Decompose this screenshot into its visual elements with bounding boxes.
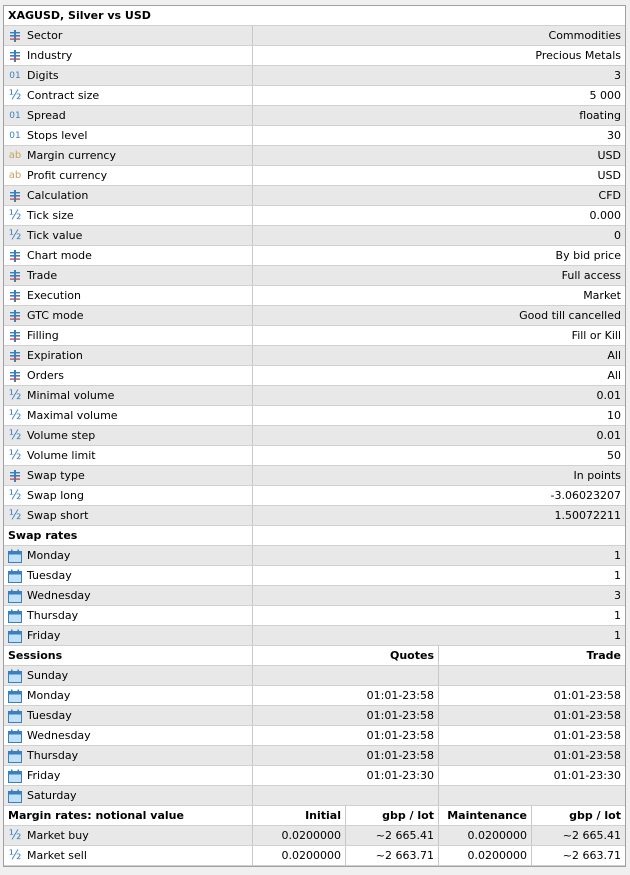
initial-rate: 0.0200000	[253, 846, 346, 865]
list-icon	[8, 49, 22, 63]
session-row[interactable]	[4, 726, 625, 746]
calendar-icon	[8, 629, 22, 643]
margin-header	[4, 806, 625, 826]
margin-type-label: Market sell	[27, 849, 87, 862]
maintenance-amount-column-header: gbp / lot	[569, 809, 621, 822]
session-row[interactable]	[4, 686, 625, 706]
session-day-label: Tuesday	[27, 709, 72, 722]
maintenance-amount: ~2 663.71	[562, 849, 621, 862]
property-label: Digits	[27, 69, 59, 82]
session-day	[4, 746, 253, 765]
quotes-session: 01:01-23:58	[253, 746, 439, 765]
integer-icon: 01	[9, 130, 21, 141]
margin-list	[4, 826, 625, 866]
properties-list	[4, 26, 625, 526]
margin-row[interactable]	[4, 846, 625, 866]
property-value: 1.50072211	[554, 509, 621, 522]
property-value: All	[607, 369, 621, 382]
calendar-icon	[8, 589, 22, 603]
session-day-label: Monday	[27, 689, 71, 702]
property-name	[4, 246, 253, 265]
sessions-header	[4, 646, 625, 666]
property-value: Good till cancelled	[519, 309, 621, 322]
swap-rate-row[interactable]	[4, 626, 625, 646]
calendar-icon	[8, 709, 22, 723]
property-row[interactable]	[4, 246, 625, 266]
property-name	[4, 466, 253, 485]
property-value: -3.06023207	[550, 489, 621, 502]
text-icon: ab	[8, 149, 22, 161]
session-day-label: Friday	[27, 769, 61, 782]
maintenance-column-header: Maintenance	[439, 806, 532, 825]
property-name	[4, 26, 253, 45]
symbol-specification-panel	[3, 5, 626, 867]
quotes-column-header: Quotes	[253, 646, 439, 665]
swap-day	[4, 586, 253, 605]
list-icon	[8, 269, 22, 283]
property-label: Margin currency	[27, 149, 116, 162]
property-value: USD	[597, 169, 621, 182]
list-icon	[8, 309, 22, 323]
property-value: 5 000	[589, 89, 621, 102]
property-value: 3	[614, 69, 621, 82]
property-row[interactable]	[4, 286, 625, 306]
swap-multiplier: 1	[614, 549, 621, 562]
property-row[interactable]	[4, 26, 625, 46]
swap-day-label: Friday	[27, 629, 61, 642]
property-row[interactable]	[4, 426, 625, 446]
property-label: Stops level	[27, 129, 88, 142]
fraction-icon: ½	[8, 848, 22, 863]
margin-type	[4, 826, 253, 845]
session-row[interactable]	[4, 666, 625, 686]
property-row[interactable]	[4, 346, 625, 366]
maintenance-rate: 0.0200000	[439, 846, 532, 865]
property-row[interactable]	[4, 366, 625, 386]
fraction-icon: ½	[8, 88, 22, 103]
property-label: Chart mode	[27, 249, 92, 262]
property-label: Swap type	[27, 469, 85, 482]
property-name	[4, 446, 253, 465]
swap-multiplier: 1	[614, 629, 621, 642]
property-value: 50	[607, 449, 621, 462]
list-icon	[8, 29, 22, 43]
property-row[interactable]	[4, 306, 625, 326]
initial-rate: 0.0200000	[253, 826, 346, 845]
property-label: Execution	[27, 289, 81, 302]
fraction-icon: ½	[8, 828, 22, 843]
swap-rate-row[interactable]	[4, 586, 625, 606]
list-icon	[8, 329, 22, 343]
property-name	[4, 406, 253, 425]
property-name	[4, 346, 253, 365]
session-day	[4, 726, 253, 745]
swap-day-label: Monday	[27, 549, 71, 562]
symbol-title: XAGUSD, Silver vs USD	[8, 9, 151, 22]
session-day-label: Wednesday	[27, 729, 91, 742]
property-value: Full access	[561, 269, 621, 282]
property-value: floating	[579, 109, 621, 122]
sessions-title: Sessions	[4, 646, 253, 665]
calendar-icon	[8, 749, 22, 763]
property-name	[4, 426, 253, 445]
property-row[interactable]	[4, 326, 625, 346]
session-row[interactable]	[4, 746, 625, 766]
property-row[interactable]	[4, 446, 625, 466]
trade-session: 01:01-23:58	[553, 749, 621, 762]
property-name	[4, 86, 253, 105]
property-row[interactable]	[4, 66, 625, 86]
property-label: Volume limit	[27, 449, 96, 462]
property-row[interactable]	[4, 206, 625, 226]
trade-session: 01:01-23:58	[553, 689, 621, 702]
swap-day-label: Wednesday	[27, 589, 91, 602]
session-day	[4, 706, 253, 725]
property-name	[4, 66, 253, 85]
swap-multiplier: 3	[614, 589, 621, 602]
fraction-icon: ½	[8, 408, 22, 423]
fraction-icon: ½	[8, 388, 22, 403]
property-value: 0	[614, 229, 621, 242]
swap-day-label: Tuesday	[27, 569, 72, 582]
margin-row[interactable]	[4, 826, 625, 846]
property-label: Swap short	[27, 509, 89, 522]
list-icon	[8, 249, 22, 263]
property-name	[4, 166, 253, 185]
margin-title: Margin rates: notional value	[4, 806, 253, 825]
quotes-session: 01:01-23:30	[253, 766, 439, 785]
session-day-label: Thursday	[27, 749, 79, 762]
list-icon	[8, 189, 22, 203]
fraction-icon: ½	[8, 208, 22, 223]
property-value: Precious Metals	[535, 49, 621, 62]
swap-rates-header	[4, 526, 625, 546]
calendar-icon	[8, 689, 22, 703]
property-row[interactable]	[4, 466, 625, 486]
trade-column-header: Trade	[586, 649, 621, 662]
property-label: Profit currency	[27, 169, 108, 182]
property-row[interactable]	[4, 106, 625, 126]
property-name	[4, 286, 253, 305]
calendar-icon	[8, 729, 22, 743]
calendar-icon	[8, 789, 22, 803]
property-name	[4, 366, 253, 385]
initial-amount-column-header: gbp / lot	[346, 806, 439, 825]
swap-rate-row[interactable]	[4, 546, 625, 566]
fraction-icon: ½	[8, 428, 22, 443]
property-label: Volume step	[27, 429, 96, 442]
property-row[interactable]	[4, 406, 625, 426]
property-row[interactable]	[4, 266, 625, 286]
property-name	[4, 126, 253, 145]
property-label: Tick size	[27, 209, 74, 222]
property-name	[4, 186, 253, 205]
list-icon	[8, 469, 22, 483]
fraction-icon: ½	[8, 508, 22, 523]
title-row	[4, 6, 625, 26]
property-row[interactable]	[4, 186, 625, 206]
property-value: All	[607, 349, 621, 362]
property-row[interactable]	[4, 46, 625, 66]
property-value: CFD	[598, 189, 621, 202]
property-value: 10	[607, 409, 621, 422]
swap-rate-row[interactable]	[4, 566, 625, 586]
property-name	[4, 146, 253, 165]
property-row[interactable]	[4, 146, 625, 166]
property-row[interactable]	[4, 386, 625, 406]
property-name	[4, 506, 253, 525]
fraction-icon: ½	[8, 488, 22, 503]
fraction-icon: ½	[8, 448, 22, 463]
property-label: Orders	[27, 369, 64, 382]
property-label: Contract size	[27, 89, 100, 102]
margin-type-label: Market buy	[27, 829, 89, 842]
session-day-label: Saturday	[27, 789, 77, 802]
property-value: Commodities	[548, 29, 621, 42]
session-row[interactable]	[4, 786, 625, 806]
property-row[interactable]	[4, 86, 625, 106]
session-day	[4, 666, 253, 685]
swap-day	[4, 606, 253, 625]
property-name	[4, 386, 253, 405]
property-label: Industry	[27, 49, 73, 62]
margin-type	[4, 846, 253, 865]
property-value: In points	[573, 469, 621, 482]
property-label: Tick value	[27, 229, 83, 242]
property-label: Maximal volume	[27, 409, 118, 422]
swap-day	[4, 626, 253, 645]
trade-session: 01:01-23:58	[553, 709, 621, 722]
session-day-label: Sunday	[27, 669, 69, 682]
property-row[interactable]	[4, 506, 625, 526]
quotes-session: 01:01-23:58	[253, 726, 439, 745]
swap-multiplier: 1	[614, 569, 621, 582]
session-row[interactable]	[4, 766, 625, 786]
property-label: Minimal volume	[27, 389, 115, 402]
property-name	[4, 106, 253, 125]
quotes-session: 01:01-23:58	[253, 706, 439, 725]
swap-rates-title: Swap rates	[4, 526, 253, 545]
quotes-session: 01:01-23:58	[253, 686, 439, 705]
property-value: 0.000	[589, 209, 621, 222]
property-label: Calculation	[27, 189, 89, 202]
property-value: By bid price	[555, 249, 621, 262]
swap-rate-row[interactable]	[4, 606, 625, 626]
calendar-icon	[8, 769, 22, 783]
property-name	[4, 306, 253, 325]
integer-icon: 01	[9, 70, 21, 81]
fraction-icon: ½	[8, 228, 22, 243]
property-name	[4, 206, 253, 225]
trade-session: 01:01-23:30	[553, 769, 621, 782]
property-name	[4, 226, 253, 245]
property-value: 0.01	[596, 389, 621, 402]
trade-session	[439, 786, 625, 805]
calendar-icon	[8, 609, 22, 623]
initial-column-header: Initial	[253, 806, 346, 825]
quotes-session	[253, 786, 439, 805]
list-icon	[8, 289, 22, 303]
maintenance-rate: 0.0200000	[439, 826, 532, 845]
property-row[interactable]	[4, 166, 625, 186]
initial-amount: ~2 665.41	[346, 826, 439, 845]
property-row[interactable]	[4, 226, 625, 246]
swap-multiplier: 1	[614, 609, 621, 622]
property-label: Sector	[27, 29, 63, 42]
swap-day	[4, 546, 253, 565]
property-label: Swap long	[27, 489, 84, 502]
property-value: USD	[597, 149, 621, 162]
property-row[interactable]	[4, 126, 625, 146]
property-name	[4, 266, 253, 285]
sessions-list	[4, 666, 625, 806]
property-label: GTC mode	[27, 309, 84, 322]
swap-rates-list	[4, 546, 625, 646]
property-name	[4, 46, 253, 65]
property-value: 30	[607, 129, 621, 142]
session-day	[4, 786, 253, 805]
property-value: Market	[583, 289, 621, 302]
session-day	[4, 686, 253, 705]
property-row[interactable]	[4, 486, 625, 506]
property-label: Expiration	[27, 349, 83, 362]
session-row[interactable]	[4, 706, 625, 726]
initial-amount: ~2 663.71	[346, 846, 439, 865]
property-value: Fill or Kill	[571, 329, 621, 342]
calendar-icon	[8, 569, 22, 583]
property-value: 0.01	[596, 429, 621, 442]
text-icon: ab	[8, 169, 22, 181]
list-icon	[8, 349, 22, 363]
maintenance-amount: ~2 665.41	[562, 829, 621, 842]
session-day	[4, 766, 253, 785]
calendar-icon	[8, 549, 22, 563]
trade-session	[439, 666, 625, 685]
quotes-session	[253, 666, 439, 685]
swap-day	[4, 566, 253, 585]
trade-session: 01:01-23:58	[553, 729, 621, 742]
calendar-icon	[8, 669, 22, 683]
list-icon	[8, 369, 22, 383]
integer-icon: 01	[9, 110, 21, 121]
property-label: Trade	[27, 269, 58, 282]
property-label: Filling	[27, 329, 59, 342]
property-name	[4, 486, 253, 505]
property-label: Spread	[27, 109, 66, 122]
property-name	[4, 326, 253, 345]
swap-day-label: Thursday	[27, 609, 79, 622]
